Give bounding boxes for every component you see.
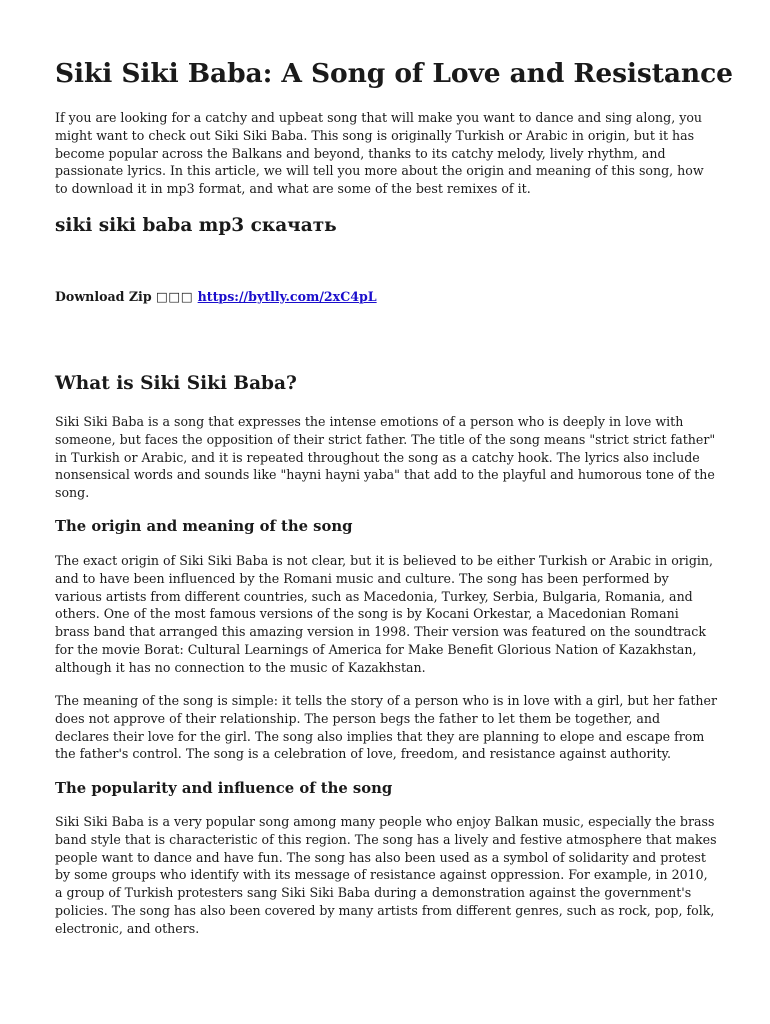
origin-paragraph-2: The meaning of the song is simple: it tells the story of a person who is in love with a girl, but her father does not approve of their relationship. The person begs the father to let them be together, and declares their love for the girl. The song also implies that they are planning to elope and escape from the father's control. The song is a celebration of love, freedom, and resistance against authority. <box>55 693 718 762</box>
download-link[interactable]: https://bytlly.com/2xC4pL <box>197 289 377 304</box>
origin-paragraph-1: The exact origin of Siki Siki Baba is not clear, but it is believed to be either Turkish or Arabic in origin, and to have been influenced by the Romani music and culture. The song has been performed by various artists from different countries, such as Macedonia, Turkey, Serbia, Bulgaria, Romania, and others. One of the most famous versions of the song is by Kocani Orkestar, a Macedonian Romani brass band that arranged this amazing version in 1998. Their version was featured on the soundtrack for the movie Borat: Cultural Learnings of America for Make Benefit Glorious Nation of Kazakhstan, although it has no connection to the music of Kazakhstan. <box>55 553 714 675</box>
download-glyphs: □□□ <box>156 289 194 304</box>
page-title: Siki Siki Baba: A Song of Love and Resistance <box>55 58 733 89</box>
origin-heading: The origin and meaning of the song <box>55 518 353 535</box>
mp3-heading: siki siki baba mp3 скачать <box>55 215 337 236</box>
download-line <box>55 288 377 306</box>
what-paragraph: Siki Siki Baba is a song that expresses the intense emotions of a person who is deeply in love with someone, but faces the opposition of their strict father. The title of the song means "strict strict father" in Turkish or Arabic, and it is repeated throughout the song as a catchy hook. The lyrics also include nonsensical words and sounds like "hayni hayni yaba" that add to the playful and humorous tone of the song. <box>55 414 716 501</box>
download-label: Download Zip <box>55 289 152 304</box>
intro-paragraph: If you are looking for a catchy and upbeat song that will make you want to dance and sing along, you might want to check out Siki Siki Baba. This song is originally Turkish or Arabic in origin, but it has become popular across the Balkans and beyond, thanks to its catchy melody, lively rhythm, and passionate lyrics. In this article, we will tell you more about the origin and meaning of this song, how to download it in mp3 format, and what are some of the best remixes of it. <box>55 110 704 197</box>
what-heading: What is Siki Siki Baba? <box>55 373 297 394</box>
popularity-heading: The popularity and influence of the song <box>55 780 393 797</box>
popularity-paragraph: Siki Siki Baba is a very popular song among many people who enjoy Balkan music, especially the brass band style that is characteristic of this region. The song has a lively and festive atmosphere that makes people want to dance and have fun. The song has also been used as a symbol of solidarity and protest by some groups who identify with its message of resistance against oppression. For example, in 2010, a group of Turkish protesters sang Siki Siki Baba during a demonstration against the government's policies. The song has also been covered by many artists from different genres, such as rock, pop, folk, electronic, and others. <box>55 814 717 936</box>
